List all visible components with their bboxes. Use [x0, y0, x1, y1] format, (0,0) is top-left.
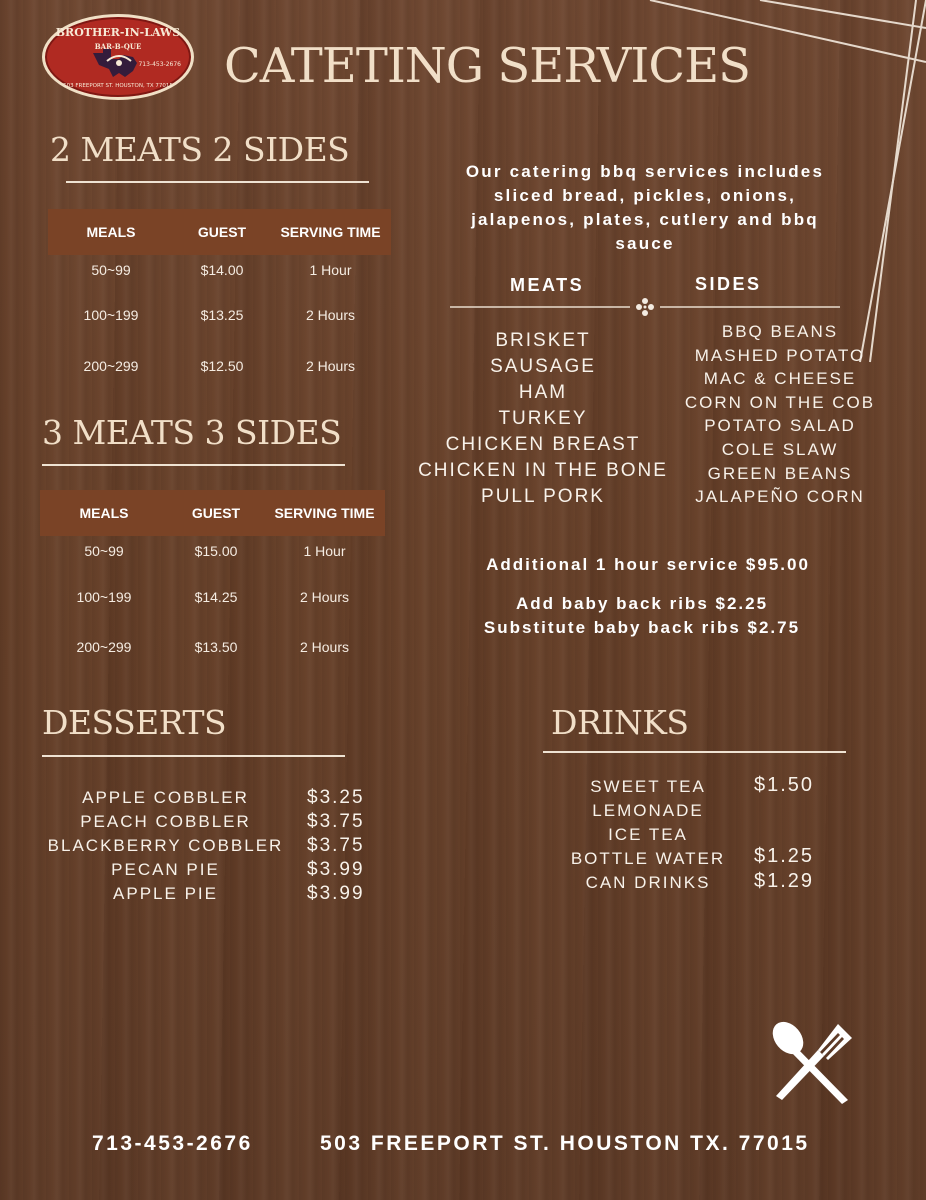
meat-item: PULL PORK	[481, 486, 605, 507]
dessert-price: $3.75	[307, 835, 365, 856]
package1-title: 2 MEATS 2 SIDES	[50, 130, 350, 169]
meat-item: TURKEY	[498, 408, 588, 429]
package2-table-header	[40, 490, 385, 536]
cell-serving-time: 2 Hours	[299, 639, 350, 655]
substitute-ribs-note: Substitute baby back ribs $2.75	[483, 618, 801, 637]
header-meals: MEALS	[86, 224, 136, 240]
package2-title: 3 MEATS 3 SIDES	[42, 413, 342, 452]
drink-price: $1.25	[754, 845, 815, 867]
desserts-rule	[42, 755, 345, 757]
header-guest: GUEST	[191, 505, 241, 521]
cell-meals: 100~199	[76, 589, 132, 605]
meat-item: HAM	[518, 382, 568, 403]
intro-line: Our catering bbq services includes	[465, 162, 825, 181]
meats-list	[405, 328, 681, 510]
cell-meals: 50~99	[84, 543, 124, 559]
cell-guest-price: $12.50	[200, 358, 244, 374]
dessert-price: $3.25	[307, 787, 365, 808]
intro-line: jalapenos, plates, cutlery and bbq	[471, 210, 819, 229]
drinks-names	[562, 775, 734, 895]
cell-meals: 200~299	[76, 639, 132, 655]
cell-guest-price: $14.25	[194, 589, 238, 605]
table-row	[48, 307, 391, 327]
header-serving-time: SERVING TIME	[280, 224, 381, 240]
drinks-title: DRINKS	[551, 703, 689, 742]
package2-rule	[42, 464, 345, 466]
cell-serving-time: 2 Hours	[299, 589, 350, 605]
package1-rule	[66, 181, 369, 183]
cell-serving-time: 2 Hours	[305, 358, 356, 374]
footer-phone: 713-453-2676	[92, 1132, 253, 1155]
spoon-fork-icon	[768, 1020, 860, 1106]
cell-guest-price: $15.00	[194, 543, 238, 559]
dessert-item: BLACKBERRY COBBLER	[47, 836, 284, 855]
dessert-item: PEACH COBBLER	[80, 812, 251, 831]
cell-guest-price: $14.00	[200, 262, 244, 278]
dessert-item: PECAN PIE	[111, 860, 220, 879]
side-item: GREEN BEANS	[707, 463, 853, 483]
table-row	[40, 639, 385, 659]
desserts-names	[38, 786, 293, 906]
dessert-price: $3.99	[307, 859, 365, 880]
dessert-item: APPLE COBBLER	[82, 788, 249, 807]
side-item: CORN ON THE COB	[684, 392, 876, 412]
meat-item: SAUSAGE	[490, 356, 596, 377]
cell-meals: 100~199	[83, 307, 139, 323]
cell-guest-price: $13.25	[200, 307, 244, 323]
cell-meals: 200~299	[83, 358, 139, 374]
package1-table-header	[48, 209, 391, 255]
meat-item: CHICKEN BREAST	[445, 434, 641, 455]
logo-subtitle: BAR-B-QUE	[94, 42, 142, 51]
additional-hour-note: Additional 1 hour service $95.00	[486, 555, 810, 574]
header-meals: MEALS	[79, 505, 129, 521]
meat-item: CHICKEN IN THE BONE	[418, 460, 668, 481]
meat-item: BRISKET	[495, 330, 591, 351]
side-item: MAC & CHEESE	[703, 369, 857, 389]
header-guest: GUEST	[197, 224, 247, 240]
side-item: BBQ BEANS	[721, 322, 839, 341]
dessert-price: $3.99	[307, 883, 365, 904]
cell-serving-time: 1 Hour	[303, 543, 346, 559]
dessert-item: APPLE PIE	[113, 884, 218, 903]
drinks-rule	[543, 751, 846, 753]
logo-address: 503 FREEPORT ST. HOUSTON, TX 77015	[63, 83, 173, 89]
footer-address: 503 FREEPORT ST. HOUSTON TX. 77015	[320, 1132, 810, 1155]
logo-phone: 713-453-2676	[138, 61, 181, 68]
drink-item: BOTTLE WATER	[570, 849, 726, 868]
cell-serving-time: 1 Hour	[309, 262, 352, 278]
side-item: COLE SLAW	[721, 439, 839, 459]
drink-item: ICE TEA	[608, 825, 688, 844]
intro-line: sliced bread, pickles, onions,	[493, 186, 797, 205]
drink-item: CAN DRINKS	[585, 873, 711, 892]
sides-heading: SIDES	[695, 274, 762, 294]
intro-line: sauce	[615, 234, 675, 253]
logo-name: BROTHER-IN-LAWS	[55, 26, 181, 39]
side-item: JALAPEÑO CORN	[695, 487, 865, 507]
drink-price: $1.29	[754, 870, 815, 892]
cell-guest-price: $13.50	[194, 639, 238, 655]
desserts-prices	[307, 786, 365, 906]
header-serving-time: SERVING TIME	[274, 505, 375, 521]
drink-item: SWEET TEA	[590, 777, 706, 796]
sides-list	[675, 320, 885, 509]
side-item: POTATO SALAD	[704, 416, 856, 436]
cell-meals: 50~99	[91, 262, 131, 278]
table-row	[48, 262, 391, 282]
dessert-price: $3.75	[307, 811, 365, 832]
desserts-title: DESSERTS	[42, 703, 227, 742]
drink-price: $1.50	[754, 774, 815, 796]
drink-item: LEMONADE	[592, 801, 704, 820]
add-ribs-note: Add baby back ribs $2.25	[515, 594, 769, 613]
table-row	[40, 543, 385, 563]
page-title: CATETING SERVICES	[224, 38, 751, 94]
ornament-divider	[450, 296, 840, 318]
cell-serving-time: 2 Hours	[305, 307, 356, 323]
catering-intro	[430, 160, 860, 256]
brand-logo	[42, 14, 194, 100]
table-row	[48, 358, 391, 378]
side-item: MASHED POTATO	[694, 345, 866, 365]
meats-heading: MEATS	[510, 275, 585, 295]
table-row	[40, 589, 385, 609]
